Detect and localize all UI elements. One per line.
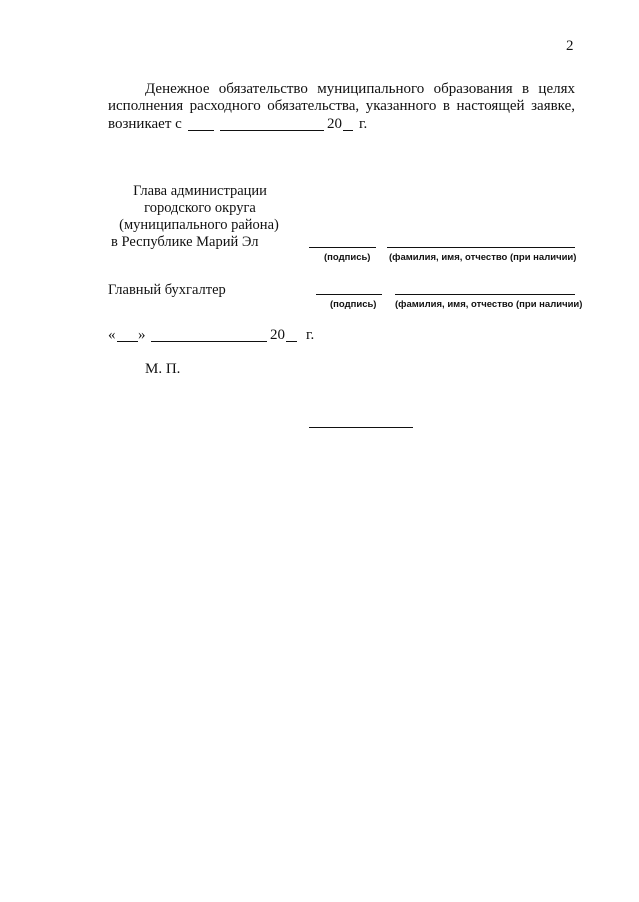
accountant-title: Главный бухгалтер <box>108 282 226 298</box>
stamp-mark: М. П. <box>145 361 181 377</box>
accountant-signature-caption: (подпись) <box>330 299 377 310</box>
year-prefix: 20 <box>327 116 342 132</box>
year-blank <box>343 130 353 131</box>
accountant-name-line <box>395 294 575 295</box>
accountant-name-caption: (фамилия, имя, отчество (при наличии) <box>395 299 583 310</box>
head-title-line-3: (муниципального района) <box>119 217 279 233</box>
date-open-quote: « <box>108 327 116 343</box>
date-close-quote: » <box>138 327 146 343</box>
date-day-blank <box>117 341 138 342</box>
head-name-line <box>387 247 575 248</box>
head-title-line-2: городского округа <box>144 200 256 216</box>
closing-separator <box>309 427 413 428</box>
month-blank <box>220 130 324 131</box>
date-year-prefix: 20 <box>270 327 285 343</box>
year-suffix: г. <box>359 116 368 132</box>
paragraph-line-1: Денежное обязательство муниципального образования в целях <box>145 81 575 97</box>
head-signature-caption: (подпись) <box>324 252 371 263</box>
head-title-line-4: в Республике Марий Эл <box>111 234 259 250</box>
paragraph-line-2: исполнения расходного обязательства, указанного в настоящей заявке, <box>108 98 575 114</box>
head-title-line-1: Глава администрации <box>133 183 267 199</box>
date-year-blank <box>286 341 297 342</box>
date-month-blank <box>151 341 267 342</box>
day-blank <box>188 130 214 131</box>
head-signature-line <box>309 247 376 248</box>
page-number: 2 <box>566 38 574 54</box>
accountant-signature-line <box>316 294 382 295</box>
head-name-caption: (фамилия, имя, отчество (при наличии) <box>389 252 577 263</box>
date-year-suffix: г. <box>306 327 315 343</box>
paragraph-line-3-prefix: возникает с <box>108 116 182 132</box>
